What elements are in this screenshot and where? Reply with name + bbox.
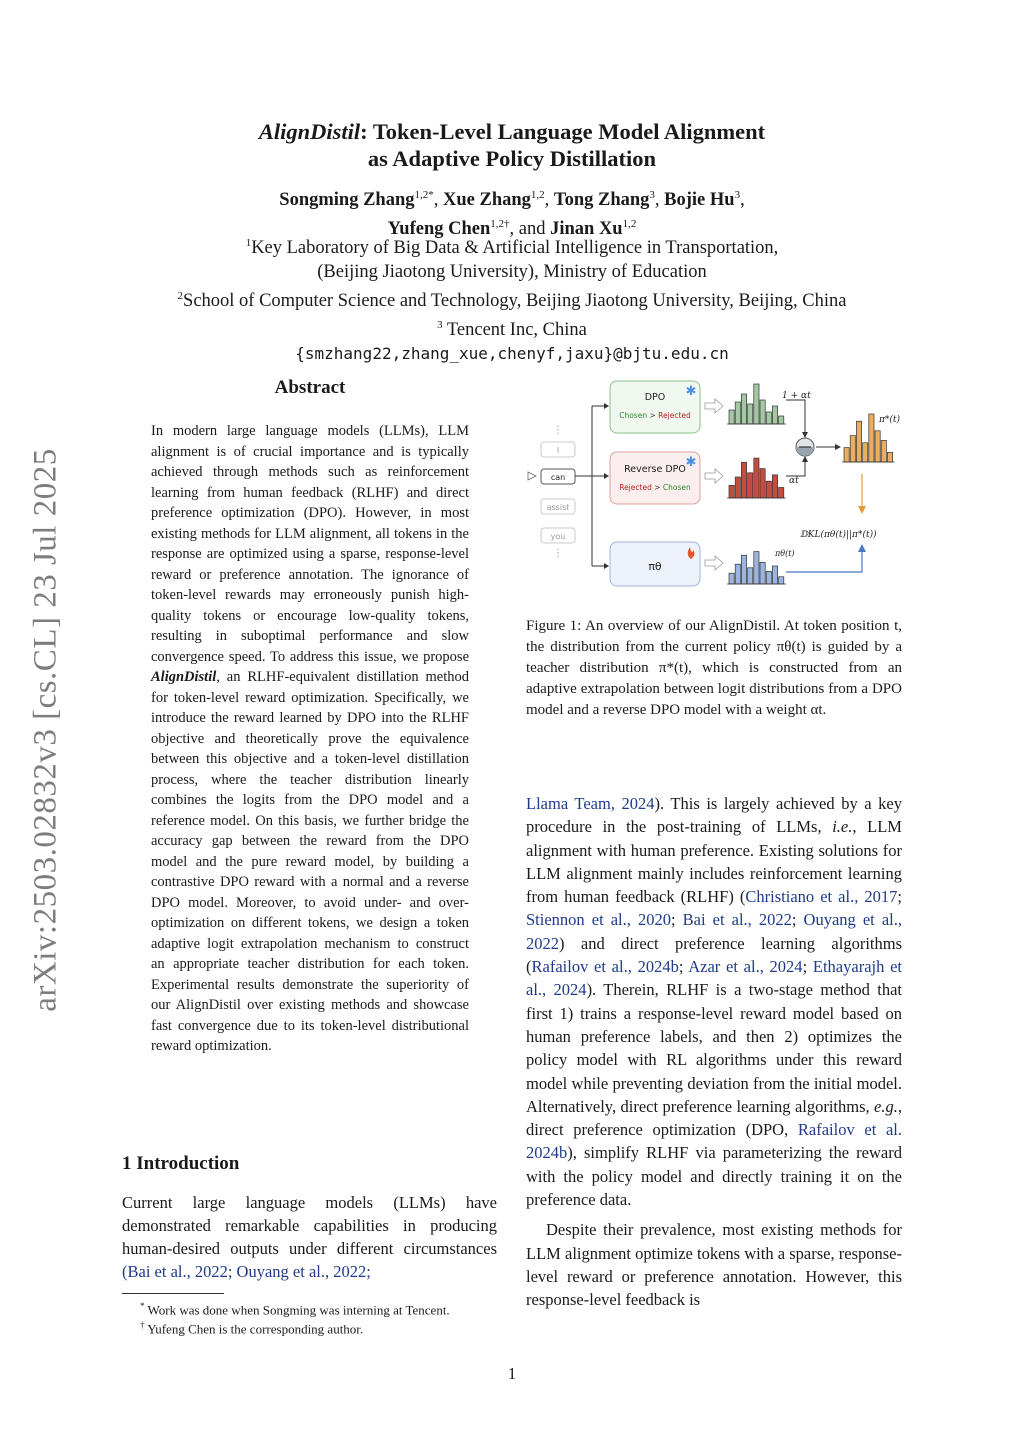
affil-mark: 1 bbox=[245, 237, 252, 249]
title-method-name: AlignDistil bbox=[258, 119, 361, 144]
weight-one-plus-alpha: 1 + αt bbox=[782, 391, 811, 401]
abstract-method-name: AlignDistil bbox=[151, 669, 217, 685]
histogram-bar bbox=[772, 475, 777, 498]
histogram-bar bbox=[748, 568, 753, 584]
author-sep: , bbox=[433, 190, 444, 211]
reverse-dpo-preference bbox=[619, 483, 691, 492]
figure-1-caption: Figure 1: An overview of our AlignDistil. At token position t, the distribution from the current policy πθ(t) is guided by a teacher distribution π*(t), which is constructed from an adaptive extrapolation between logit distributions from a DPO model and a reverse DPO model with a weight αt. bbox=[526, 618, 902, 718]
chosen-label: Chosen bbox=[619, 411, 648, 420]
footnote-text: Yufeng Chen is the corresponding author. bbox=[144, 1321, 364, 1337]
histogram-bar bbox=[772, 566, 777, 584]
histogram-bar bbox=[844, 448, 849, 462]
histogram-bar bbox=[779, 577, 784, 584]
author-sep: , bbox=[740, 190, 745, 211]
histogram-bar bbox=[760, 469, 765, 498]
histogram-bar bbox=[850, 436, 855, 462]
right-column bbox=[526, 792, 902, 1312]
abstract-heading: Abstract bbox=[274, 377, 346, 398]
page-number: 1 bbox=[507, 1364, 517, 1383]
affil-line: School of Computer Science and Technology, Beijing Jiaotong University, Beijing, China bbox=[183, 291, 847, 312]
affil-line: Key Laboratory of Big Data & Artificial Intelligence in Transportation, bbox=[251, 238, 779, 259]
body-text: ). Therein, RLHF is a two-stage method that first 1) trains a response-level reward model based on human preference labels, and then 2) optimizes the policy model with RL algorithms under this reward model while preventing deviation from the initial model. Alternatively, direct preference learning algorithms, bbox=[526, 980, 902, 1116]
histogram-bar bbox=[779, 488, 784, 499]
author-affil-mark: 3 bbox=[649, 189, 655, 201]
author-affil-mark: 1,2† bbox=[490, 218, 510, 231]
body-text: ). This is largely achieved by a key procedure in the post-training of LLMs, bbox=[526, 794, 902, 837]
affil-mark: 2 bbox=[177, 290, 184, 303]
abstract-text: In modern large language models (LLMs), LLM alignment is of crucial importance and is typically achieved through methods such as reinforcement learning from human feedback (RLHF) and direct preference optimization (DPO). However, in most existing methods for LLM alignment, all tokens in the response are optimized using a sparse, response-level reward or preference annotation. The ignorance of token-level rewards may erroneously punish high-quality tokens or encourage low-quality tokens, resulting in suboptimal performance and slow convergence speed. To address this issue, we propose bbox=[151, 423, 469, 665]
citation-sep: ; bbox=[670, 910, 683, 930]
body-paragraph: Despite their prevalence, most existing methods for LLM alignment optimize tokens with a sparse, response-level reward or preference annotation. However, this response-level feedback is bbox=[526, 1220, 902, 1310]
histogram-bar bbox=[766, 481, 771, 498]
author-affil-mark: 1,2 bbox=[622, 218, 637, 231]
histogram-bar bbox=[735, 477, 740, 498]
author-name: Songming Zhang bbox=[279, 190, 415, 211]
histogram-bar bbox=[741, 555, 746, 584]
subtract-combine-node bbox=[796, 438, 814, 456]
citation-link[interactable]: Ethayarajh et al., 2024 bbox=[526, 957, 902, 1000]
arrow-head bbox=[858, 506, 866, 514]
weight-alpha: αt bbox=[789, 476, 799, 486]
teacher-dist-label: π*(t) bbox=[879, 415, 901, 425]
citation-link[interactable]: Rafailov et al. 2024b bbox=[526, 1120, 902, 1163]
intro-text: Current large language models (LLMs) have demonstrated remarkable capabilities in producing human-desired outputs under different circumstances bbox=[122, 1193, 497, 1258]
author-affil-mark: 3 bbox=[734, 189, 741, 201]
reverse-dpo-logit-histogram bbox=[727, 458, 786, 498]
author-emails: {smzhang22,zhang_xue,chenyf,jaxu}@bjtu.edu.cn bbox=[295, 344, 729, 364]
affiliations bbox=[100, 231, 924, 366]
citation-sep: ; bbox=[897, 887, 902, 907]
footnote-rule bbox=[122, 1293, 224, 1294]
output-arrow-icon bbox=[705, 556, 723, 570]
citation-link[interactable]: Llama Team, 2024 bbox=[526, 794, 655, 813]
footnote-2 bbox=[140, 1317, 510, 1337]
citation-sep: ; bbox=[678, 957, 689, 977]
frozen-snowflake-icon: ✱ bbox=[685, 455, 697, 470]
affil-line: Tencent Inc, China bbox=[442, 320, 587, 341]
footnote-mark: † bbox=[140, 1320, 145, 1330]
histogram-bar bbox=[748, 404, 753, 424]
output-arrow-icon bbox=[705, 399, 723, 413]
body-text: i.e. bbox=[832, 817, 853, 837]
affil-line: (Beijing Jiaotong University), Ministry of Education bbox=[317, 262, 707, 283]
author-and: , and bbox=[509, 219, 546, 240]
kl-divergence-label: 𝔻KL(πθ(t)||π*(t)) bbox=[800, 530, 877, 540]
author-name: Tong Zhang bbox=[553, 190, 650, 211]
token-ellipsis-bottom: ⋮ bbox=[553, 548, 563, 559]
token-label: assist bbox=[546, 503, 570, 512]
citation-link[interactable]: Rafailov et al., 2024b bbox=[531, 957, 679, 977]
dpo-label: DPO bbox=[644, 392, 666, 403]
affil-mark: 3 bbox=[437, 319, 443, 332]
histogram-bar bbox=[887, 452, 892, 462]
body-text: , LLM alignment with human preference. Existing solutions for LLM alignment mainly includes reinforcement learning from human feedback (RLHF) ( bbox=[526, 817, 902, 907]
citation-sep: ; bbox=[791, 910, 804, 930]
arrow-head bbox=[604, 403, 609, 409]
histogram-bar bbox=[881, 440, 886, 462]
token-label-current: can bbox=[550, 473, 566, 482]
citation-link[interactable]: (Bai et al., 2022; Ouyang et al., 2022; bbox=[122, 1262, 371, 1281]
model-connectors bbox=[575, 406, 608, 566]
chosen-label: Chosen bbox=[662, 483, 691, 492]
footnote-1 bbox=[140, 1298, 510, 1318]
histogram-bar bbox=[766, 412, 771, 424]
title-line1: : Token-Level Language Model Alignment bbox=[360, 119, 766, 144]
citation-link[interactable]: Ouyang et al., 2022 bbox=[526, 910, 902, 953]
author-name: Jinan Xu bbox=[550, 219, 623, 240]
author-affil-mark: 1,2 bbox=[530, 189, 545, 201]
histogram-bar bbox=[754, 458, 759, 498]
arxiv-stamp bbox=[22, 430, 70, 1030]
histogram-bar bbox=[875, 431, 880, 462]
arrow-head bbox=[835, 444, 841, 450]
histogram-bar bbox=[741, 394, 746, 424]
histogram-bar bbox=[748, 473, 753, 498]
histogram-bar bbox=[760, 400, 765, 424]
intro-paragraph-continued bbox=[526, 792, 902, 1211]
intro-paragraph bbox=[122, 1191, 497, 1283]
histogram-bar bbox=[741, 462, 746, 498]
footnote-mark: * bbox=[140, 1301, 145, 1311]
dpo-logit-histogram bbox=[727, 384, 786, 424]
token-column bbox=[528, 425, 575, 559]
citation-link[interactable]: Christiano et al., 2017 bbox=[745, 887, 898, 907]
histogram-bar bbox=[735, 564, 740, 584]
arrow-head bbox=[858, 544, 866, 552]
arrow-head bbox=[802, 432, 808, 438]
rejected-label: Rejected bbox=[619, 483, 652, 492]
rejected-label: Rejected bbox=[658, 411, 691, 420]
token-label: you bbox=[550, 532, 566, 541]
citation-sep: ; bbox=[802, 957, 813, 977]
policy-to-kl-arrow bbox=[786, 548, 862, 572]
abstract-body bbox=[151, 421, 469, 1057]
abstract-text: , an RLHF-equivalent distillation method for token-level reward optimization. Specifically, we introduce the reward learned by DPO into the RLHF objective and theoretically prove the equivalence between this objective and a token-level distillation process, where the teacher distribution linearly combines the logits from the DPO model and a reference model. On this basis, we further bridge the accuracy gap between the reward from the DPO model and the pure reward model, by building a contrastive DPO reward with a normal and a reverse DPO model. Moreover, to avoid under- and over-optimization on different tokens, we design a token adaptive logit extrapolation mechanism to construct an appropriate teacher distribution for each token. Experimental results demonstrate the superiority of our AlignDistil over existing methods and showcase fast convergence due to its token-level distributional reward optimization. bbox=[151, 669, 469, 1054]
citation-link[interactable]: Stiennon et al., 2020 bbox=[526, 910, 671, 930]
histogram-bar bbox=[729, 485, 734, 498]
histogram-bar bbox=[869, 414, 874, 462]
body-text: ), simplify RLHF via parameterizing the reward with the policy model and directly training it on the preference data. bbox=[526, 1143, 902, 1210]
reverse-dpo-label: Reverse DPO bbox=[624, 464, 686, 475]
histogram-bar bbox=[754, 384, 759, 424]
input-pointer-icon bbox=[528, 472, 536, 480]
arrow-head bbox=[802, 456, 808, 462]
title-line2: as Adaptive Policy Distillation bbox=[367, 146, 657, 171]
author-name: Bojie Hu bbox=[664, 190, 735, 211]
histogram-bar bbox=[729, 573, 734, 584]
section-heading-introduction: 1 Introduction bbox=[122, 1153, 240, 1174]
output-arrow-icon bbox=[705, 469, 723, 483]
histogram-bar bbox=[772, 406, 777, 424]
gt-sign: > bbox=[651, 483, 663, 492]
footnote-text: Work was done when Songming was interning at Tencent. bbox=[144, 1302, 450, 1318]
author-sep: , bbox=[654, 190, 665, 211]
author-name: Yufeng Chen bbox=[387, 219, 491, 240]
author-sep: , bbox=[544, 190, 554, 211]
arrow-head bbox=[604, 563, 609, 569]
dpo-preference bbox=[619, 411, 691, 420]
figure-1-diagram bbox=[524, 376, 912, 590]
gt-sign: > bbox=[647, 411, 659, 420]
histogram-bar bbox=[856, 421, 861, 462]
token-label: I bbox=[556, 446, 560, 455]
policy-dist-label: πθ(t) bbox=[775, 549, 795, 558]
histogram-bar bbox=[754, 552, 759, 584]
author-name: Xue Zhang bbox=[443, 190, 531, 211]
histogram-bar bbox=[735, 402, 740, 424]
histogram-bar bbox=[729, 410, 734, 424]
body-text: e.g. bbox=[874, 1096, 898, 1116]
frozen-snowflake-icon: ✱ bbox=[685, 384, 697, 399]
histogram-bar bbox=[766, 571, 771, 584]
citation-link[interactable]: Bai et al., 2022 bbox=[682, 910, 792, 930]
body-text: ) and direct preference learning algorithms ( bbox=[526, 933, 902, 977]
author-affil-mark: 1,2* bbox=[414, 189, 434, 201]
citation-link[interactable]: Azar et al., 2024 bbox=[688, 957, 803, 977]
combination-connectors bbox=[786, 400, 839, 476]
policy-label: πθ bbox=[648, 560, 662, 573]
histogram-bar bbox=[863, 443, 868, 462]
histogram-bar bbox=[760, 562, 765, 584]
histogram-bar bbox=[779, 416, 784, 424]
arxiv-id: arXiv:2503.02832v3 [cs.CL] 23 Jul 2025 bbox=[27, 448, 64, 1012]
paper-title bbox=[120, 118, 904, 172]
body-text: , direct preference optimization (DPO, bbox=[526, 1096, 902, 1140]
arrow-head bbox=[604, 473, 609, 479]
token-ellipsis-top: ⋮ bbox=[553, 425, 563, 436]
